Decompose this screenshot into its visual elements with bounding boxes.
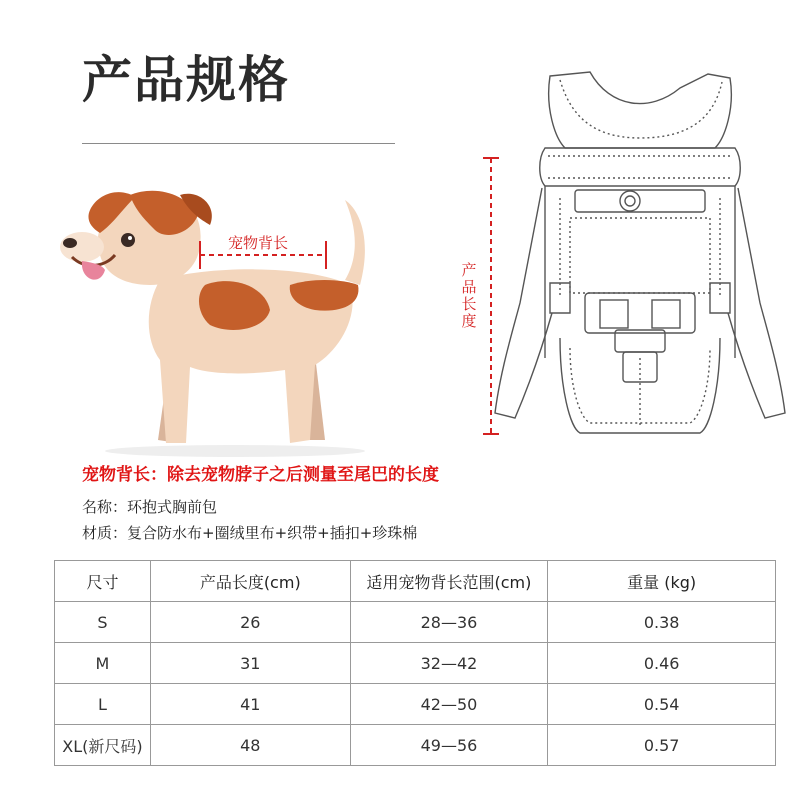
cell-size: S xyxy=(55,602,151,643)
header-size: 尺寸 xyxy=(55,561,151,602)
table-row xyxy=(55,643,776,684)
cell-back-length-range: 28—36 xyxy=(350,602,548,643)
product-name: 名称：环抱式胸前包 xyxy=(82,498,218,516)
size-table xyxy=(54,560,776,766)
cell-product-length: 48 xyxy=(150,725,350,766)
header-product-length: 产品长度(cm) xyxy=(150,561,350,602)
cell-weight: 0.57 xyxy=(548,725,776,766)
cell-weight: 0.54 xyxy=(548,684,776,725)
dog-illustration xyxy=(60,185,390,465)
cell-product-length: 31 xyxy=(150,643,350,684)
cell-back-length-range: 49—56 xyxy=(350,725,548,766)
table-row xyxy=(55,684,776,725)
table-header-row xyxy=(55,561,776,602)
product-length-label: 产 品 长 度 xyxy=(461,261,477,330)
cell-weight: 0.38 xyxy=(548,602,776,643)
header-weight: 重量 (kg) xyxy=(548,561,776,602)
page-title: 产品规格 xyxy=(82,51,290,109)
table-row xyxy=(55,602,776,643)
title-divider xyxy=(82,143,395,144)
header-back-length-range: 适用宠物背长范围(cm) xyxy=(350,561,548,602)
cell-size: XL(新尺码) xyxy=(55,725,151,766)
cell-weight: 0.46 xyxy=(548,643,776,684)
cell-size: M xyxy=(55,643,151,684)
cell-back-length-range: 32—42 xyxy=(350,643,548,684)
cell-back-length-range: 42—50 xyxy=(350,684,548,725)
measurement-note: 宠物背长：除去宠物脖子之后测量至尾巴的长度 xyxy=(82,465,439,485)
cell-product-length: 41 xyxy=(150,684,350,725)
cell-size: L xyxy=(55,684,151,725)
table-row xyxy=(55,725,776,766)
pet-back-length-label: 宠物背长 xyxy=(228,234,289,252)
backpack-illustration xyxy=(490,68,790,448)
product-material: 材质：复合防水布+圈绒里布+织带+插扣+珍珠棉 xyxy=(82,524,418,542)
cell-product-length: 26 xyxy=(150,602,350,643)
